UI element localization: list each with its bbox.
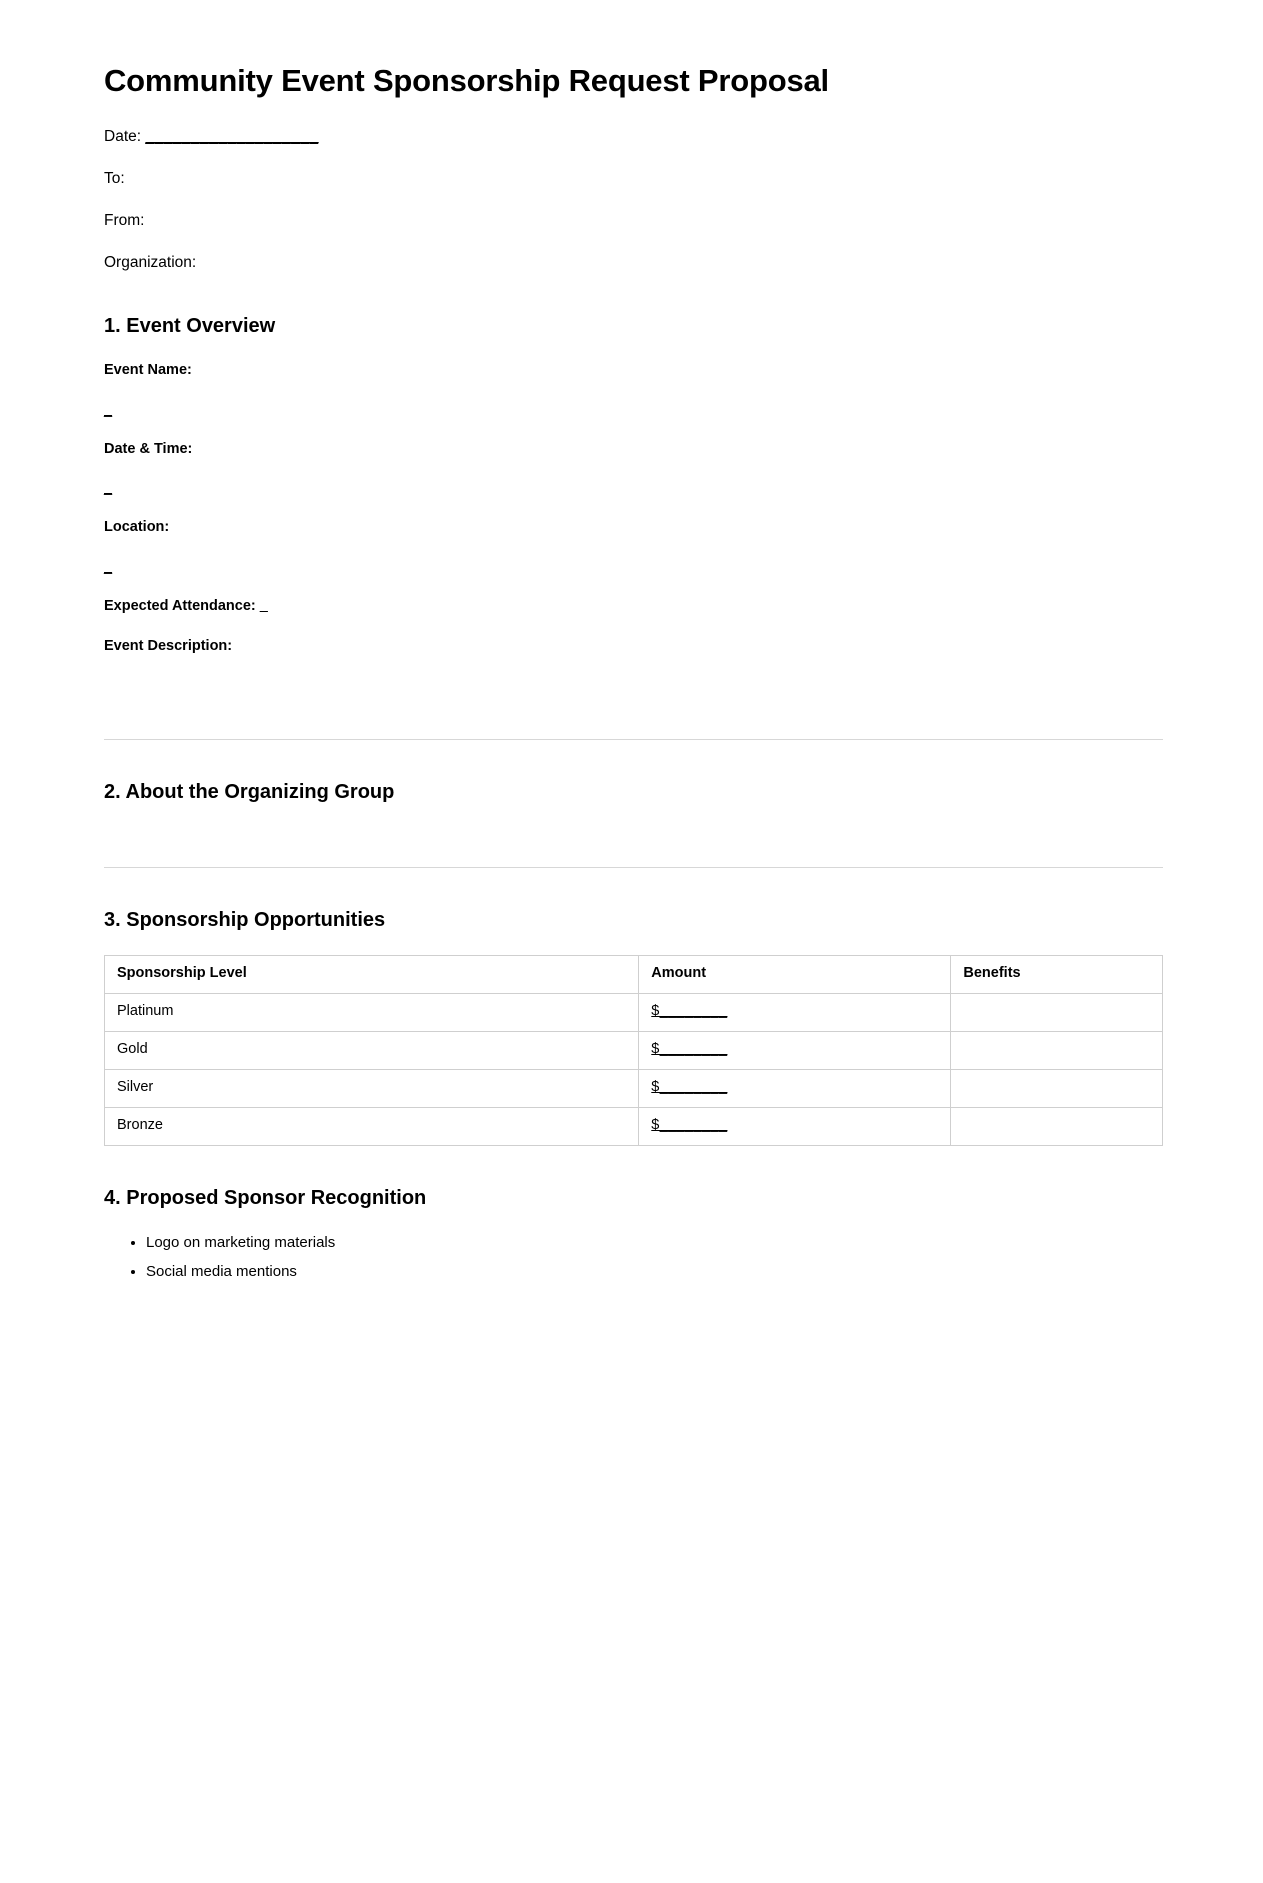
field-label-expected-attendance bbox=[104, 597, 1163, 616]
header-field-date bbox=[104, 127, 1163, 148]
table-cell-level: Silver bbox=[105, 1069, 639, 1107]
event-description-answer-space bbox=[104, 677, 1163, 739]
page-title: Community Event Sponsorship Request Proposal bbox=[104, 63, 829, 98]
amount-blank-silver: $________ bbox=[651, 1079, 728, 1096]
table-row bbox=[105, 993, 1163, 1031]
table-cell-amount bbox=[639, 1069, 951, 1107]
header-field-from bbox=[104, 211, 1163, 232]
table-cell-level: Gold bbox=[105, 1031, 639, 1069]
table-cell-benefits bbox=[951, 1031, 1163, 1069]
table-cell-benefits bbox=[951, 1107, 1163, 1145]
table-cell-level: Platinum bbox=[105, 993, 639, 1031]
field-label-date-time: Date & Time: bbox=[104, 440, 193, 457]
about-group-answer-space bbox=[104, 827, 1163, 867]
table-column-header-level: Sponsorship Level bbox=[105, 955, 639, 993]
section-heading-sponsorship: 3. Sponsorship Opportunities bbox=[104, 908, 386, 931]
table-header-row bbox=[105, 955, 1163, 993]
table-row bbox=[105, 1031, 1163, 1069]
header-field-organization-label: Organization: bbox=[104, 253, 197, 271]
list-item: • Social media mentions bbox=[146, 1262, 1163, 1282]
section-heading-event-overview: 1. Event Overview bbox=[104, 314, 276, 337]
table-column-header-benefits: Benefits bbox=[951, 955, 1163, 993]
sponsorship-table bbox=[104, 955, 1163, 1146]
recognition-list bbox=[104, 1233, 1163, 1283]
table-row bbox=[105, 1107, 1163, 1145]
table-column-header-amount: Amount bbox=[639, 955, 951, 993]
field-blank-location: _ bbox=[104, 559, 113, 576]
field-blank-expected-attendance: _ bbox=[259, 597, 268, 614]
field-label-event-name: Event Name: bbox=[104, 361, 192, 378]
section-heading-about-group: 2. About the Organizing Group bbox=[104, 780, 395, 803]
header-field-date-label: Date: bbox=[104, 128, 142, 146]
section-divider-1 bbox=[104, 739, 1163, 740]
amount-blank-platinum: $________ bbox=[651, 1003, 728, 1020]
header-field-from-label: From: bbox=[104, 212, 145, 230]
field-label-location: Location: bbox=[104, 519, 170, 536]
table-cell-benefits bbox=[951, 1069, 1163, 1107]
table-row bbox=[105, 1069, 1163, 1107]
header-field-organization bbox=[104, 253, 1163, 274]
table-cell-benefits bbox=[951, 993, 1163, 1031]
header-field-to-label: To: bbox=[104, 170, 125, 188]
field-label-expected-attendance-text: Expected Attendance: bbox=[104, 597, 256, 614]
table-cell-amount bbox=[639, 993, 951, 1031]
list-item: • Logo on marketing materials bbox=[146, 1233, 1163, 1253]
amount-blank-bronze: $________ bbox=[651, 1117, 728, 1134]
section-divider-2 bbox=[104, 867, 1163, 868]
header-field-to bbox=[104, 169, 1163, 190]
field-label-event-description: Event Description: bbox=[104, 637, 233, 654]
section-heading-recognition: 4. Proposed Sponsor Recognition bbox=[104, 1186, 427, 1209]
table-cell-amount bbox=[639, 1107, 951, 1145]
amount-blank-gold: $________ bbox=[651, 1041, 728, 1058]
table-cell-level: Bronze bbox=[105, 1107, 639, 1145]
field-blank-event-name: _ bbox=[104, 401, 113, 418]
header-field-date-blank: ___________________ bbox=[145, 128, 319, 146]
table-cell-amount bbox=[639, 1031, 951, 1069]
field-blank-date-time: _ bbox=[104, 480, 113, 497]
